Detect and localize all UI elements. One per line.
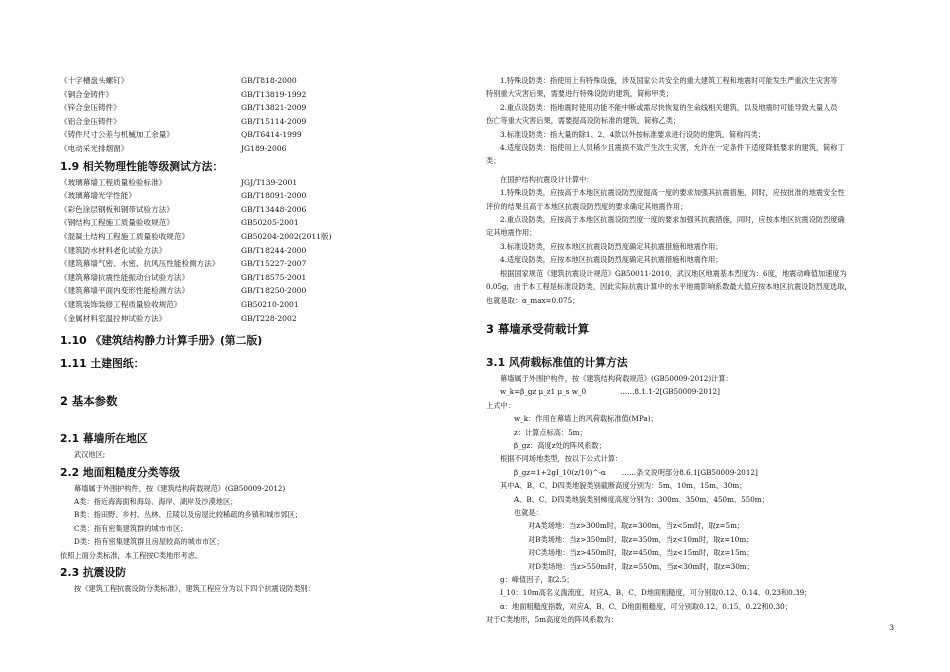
site-case-a: 对A类场地：当z>300m时，取z=300m，当z<5m时，取z=5m； bbox=[528, 521, 745, 531]
page-number: 3 bbox=[889, 623, 894, 632]
heading-3-1: 3.1 风荷载标准值的计算方法 bbox=[486, 355, 628, 369]
roughness-class-d: D类：指有密集建筑群且房屋较高的城市市区； bbox=[74, 537, 224, 547]
paragraph-line: 特别重大灾害后果，需要进行特殊设防的建筑，简称甲类； bbox=[486, 89, 673, 99]
cutoff-heights: 其中A、B、C、D四类地貌类别截断高度分别为：5m、10m、15m、30m； bbox=[500, 481, 747, 491]
standard-row: 《彩色涂层钢板和钢带试验方法》 GB/T13448-2006 bbox=[60, 204, 307, 214]
standards-list-b bbox=[60, 176, 460, 326]
site-case-b: 对B类场地：当z>350m时，取z=350m，当z<10m时，取z=10m； bbox=[528, 534, 754, 544]
heading-1-9: 1.9 相关物理性能等级测试方法： bbox=[60, 159, 224, 173]
heading-1-11: 1.11 土建图纸： bbox=[60, 357, 145, 371]
paragraph-line: 1.特殊设防类：指使用上有特殊设施，涉及国家公共安全的重大建筑工程和地震时可能发生严重次生灾害等 bbox=[500, 76, 838, 85]
standard-row: 《建筑装饰装修工程质量验收规范》 GB50210-2001 bbox=[60, 299, 299, 309]
paragraph-line: 4.适度设防类：指使用上人员稀少且震损不致产生次生灾害，允许在一定条件下适度降低要求的建筑，简称丁 bbox=[500, 143, 845, 153]
site-case-c: 对C类场地：当z>450m时，取z=450m，当z<15m时，取z=15m； bbox=[528, 548, 754, 558]
standard-row: 《建筑幕墙抗震性能振动台试验方法》 GB/T18575-2001 bbox=[60, 272, 307, 282]
roughness-class-a: A类：指近海海面和海岛、海岸、湖岸及沙漠地区； bbox=[74, 496, 238, 506]
that-is: 也就是： bbox=[514, 507, 543, 517]
paragraph-line: 2.重点设防类：指地震时使用功能不能中断或需尽快恢复的生命线相关建筑，以及地震时可能导致大量人员 bbox=[500, 102, 838, 112]
standard-row: 《建筑幕墙平面内变形性能检测方法》 GB/T18250-2000 bbox=[60, 286, 307, 296]
paragraph-line: 也就是取：α_max=0.075； bbox=[486, 295, 580, 305]
standard-row: 《混凝土结构工程施工质量验收规范》 GB50204-2002(2011版) bbox=[60, 231, 332, 241]
heading-2-3: 2.3 抗震设防 bbox=[60, 565, 127, 579]
peak-factor: g：峰值因子，取2.5； bbox=[500, 575, 574, 584]
roughness-conclusion: 依照上面分类标准，本工程按C类地形考虑。 bbox=[60, 550, 203, 560]
legend-z: z：计算点标高：5m； bbox=[514, 427, 587, 437]
site-cases bbox=[486, 519, 896, 573]
region-text: 武汉地区; bbox=[74, 450, 106, 460]
heading-1-10: 1.10 《建筑结构静力计算手册》(第二版) bbox=[60, 334, 263, 348]
paragraph-line: 根据国家规范《建筑抗震设计规范》GB50011-2010，武汉地区地震基本烈度为：6度，地震动峰值加速度为 bbox=[500, 268, 847, 278]
seismic-design-rules bbox=[486, 173, 896, 307]
heading-2-2: 2.2 地面粗糙度分类等级 bbox=[60, 465, 181, 479]
paragraph-line: 在国护结构抗震设计计算中： bbox=[500, 174, 594, 184]
wind-method: 根据不同场地类型，按以下公式计算： bbox=[500, 454, 623, 464]
paragraph-line: 0.05g，由于本工程是标准设防类，因此实际抗震计算中的水平地震影响系数最大值应按本地区抗震设防烈度选取， bbox=[486, 282, 852, 292]
standard-row: 《十字槽盘头螺钉》 GB/T818-2000 bbox=[60, 76, 297, 85]
formula-beta: β_gz=1+2gI_10(z/10)^-α ……条文说明部分8.6.1[GB50009-2012] bbox=[514, 467, 758, 477]
standard-row: 《玻璃幕墙光学性能》 GB/T18091-2000 bbox=[60, 191, 307, 201]
standards-list-a bbox=[60, 74, 460, 156]
seismic-categories bbox=[486, 74, 896, 168]
wind-intro: 幕墙属于外围护构件，按《建筑结构荷载规范》(GB50009-2012)计算： bbox=[500, 373, 733, 383]
legend-wk: w_k：作用在幕墙上的风荷载标准值(MPa)； bbox=[514, 414, 658, 424]
legend-beta: β_gz：高度z处的阵风系数； bbox=[514, 440, 606, 450]
left-column bbox=[60, 74, 460, 595]
seismic-intro: 按《建筑工程抗震设防分类标准》，建筑工程应分为以下四个抗震设防类别： bbox=[74, 583, 315, 593]
heading-2-1: 2.1 幕墙所在地区 bbox=[60, 432, 148, 446]
standard-row: 《电动采光排烟窗》 JG189-2006 bbox=[60, 143, 287, 153]
standard-row: 《铸件尺寸公差与机械加工余量》 QB/T6414-1999 bbox=[60, 130, 302, 140]
heading-2: 2 基本参数 bbox=[60, 394, 118, 409]
paragraph-line: 3.标准设防类，应按本地区抗震设防烈度确定其抗震措施和地震作用； bbox=[500, 241, 723, 251]
paragraph-line: 4.适度设防类，应按本地区抗震设防烈度确定其抗震措施和地震作用； bbox=[500, 255, 723, 265]
standard-row: 《建筑防水材料老化试验方法》 GB/T18244-2000 bbox=[60, 245, 307, 255]
standard-row: 《锌合金压铸件》 GB/T13821-2009 bbox=[60, 103, 307, 113]
paragraph-line: 1.特殊设防类，应按高于本地区抗震设防烈度提高一度的要求加强其抗震措施，同时，应按批准的地震安全性 bbox=[500, 188, 845, 198]
paragraph-line: 3.标准设防类：指大量的除1、2、4款以外按标准要求进行设防的建筑，简称丙类； bbox=[500, 129, 765, 139]
standard-row: 《玻璃幕墙工程质量检验标准》 JGJ/T139-2001 bbox=[60, 177, 298, 187]
formula-wk: w_k=β_gz μ_z1 μ_s w_0 ……8.1.1-2[GB50009-2012] bbox=[500, 387, 720, 397]
roughness-class-c: C类：指有密集建筑群的城市市区； bbox=[74, 523, 188, 533]
heading-3: 3 幕墙承受荷载计算 bbox=[486, 321, 590, 336]
legend-intro: 上式中： bbox=[486, 400, 515, 410]
paragraph-line: 评价的结果且高于本地区抗震设防烈度的要求确定其地震作用； bbox=[486, 201, 688, 211]
turbulence-intensity: I_10：10m高名义湍流度，对应A、B、C、D地面粗糙度，可分别取0.12、0.14、0.23和0.39； bbox=[500, 588, 812, 598]
standard-row: 《铝合金压铸件》 GB/T15114-2009 bbox=[60, 116, 307, 126]
site-case-d: 对D类场地：当z>550m时，取z=550m，当z<30m时，取z=30m； bbox=[528, 561, 754, 571]
paragraph-line: 类； bbox=[486, 156, 501, 166]
paragraph-line: 2.重点设防类，应按高于本地区抗震设防烈度一度的要求加强其抗震措施，同时，应按本地区抗震设防烈度确 bbox=[500, 215, 845, 225]
gradient-heights: A、B、C、D四类地貌类别梯度高度分别为：300m、350m、450m、550m； bbox=[514, 494, 769, 504]
roughness-exponent: α：地面粗糙度指数，对应A、B、C、D地面粗糙度，可分别取0.12、0.15、0.22和0.30； bbox=[500, 601, 792, 611]
gust-factor-c: 对于C类地形，5m高度处的阵风系数为： bbox=[486, 615, 618, 625]
standard-row: 《建筑幕墙气密、水密、抗风压性能检测方法》 GB/T15227-2007 bbox=[60, 259, 307, 269]
standard-row: 《钢结构工程施工质量验收规范》 GB50205-2001 bbox=[60, 218, 299, 228]
standard-row: 《铜合金铸件》 GB/T13819-1992 bbox=[60, 89, 307, 99]
standard-row: 《金属材料室温拉伸试验方法》 GB/T228-2002 bbox=[60, 313, 297, 323]
roughness-class-b: B类：指田野、乡村、丛林、丘陵以及房屋比较稀疏的乡镇和城市郊区； bbox=[74, 510, 303, 520]
right-column bbox=[486, 74, 896, 627]
paragraph-line: 伤亡等重大灾害后果，需要提高设防标准的建筑，简称乙类； bbox=[486, 116, 681, 126]
roughness-intro: 幕墙属于外围护构件，按《建筑结构荷载规范》(GB50009-2012) bbox=[74, 483, 286, 493]
paragraph-line: 定其地震作用； bbox=[486, 228, 537, 238]
